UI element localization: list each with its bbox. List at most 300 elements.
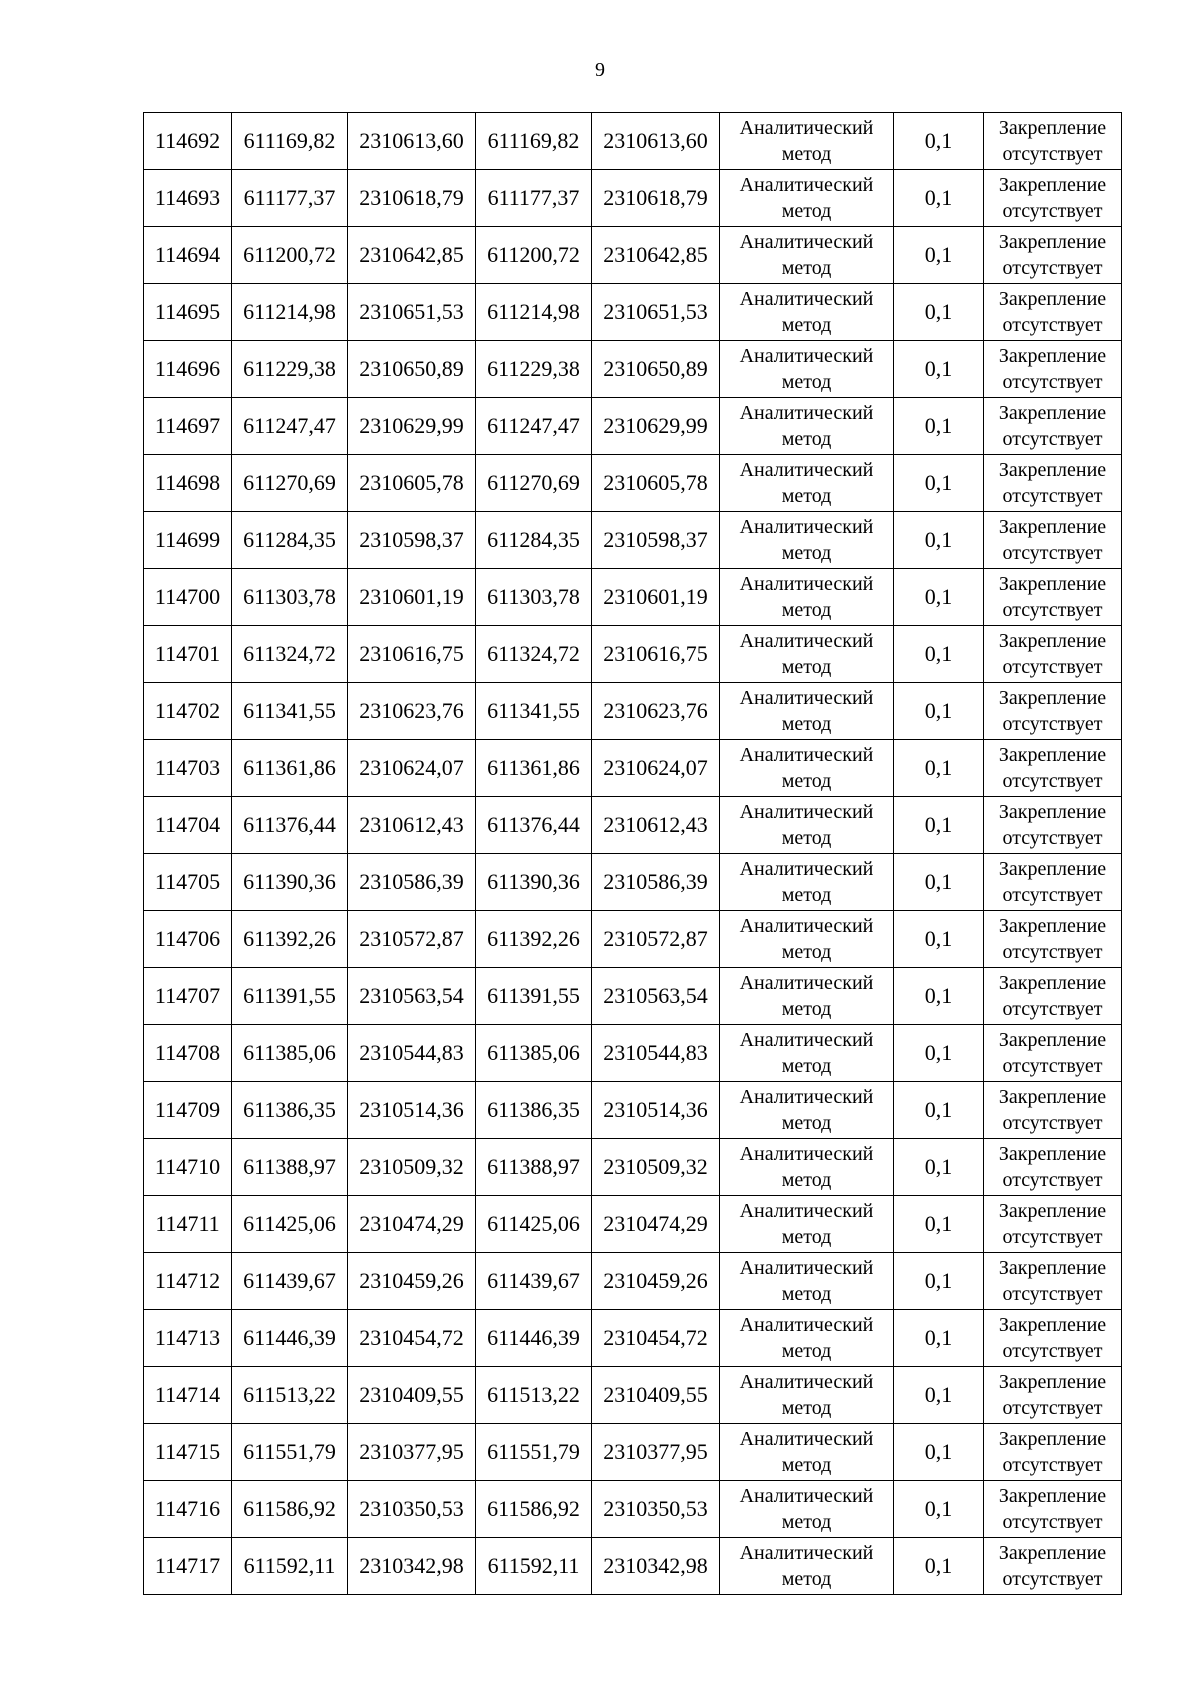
table-row [144, 1424, 1122, 1481]
x-coordinate-cell: 611214,98 [232, 284, 348, 341]
fixing-text: отсутствует [1002, 314, 1103, 336]
fixing-cell [984, 911, 1122, 968]
fixing-text: Закрепление [998, 1086, 1107, 1108]
y-coordinate-cell: 2310650,89 [592, 341, 720, 398]
method-cell [720, 1538, 894, 1595]
y-coordinate-cell: 2310454,72 [348, 1310, 476, 1367]
fixing-text: отсутствует [1002, 1169, 1103, 1191]
method-text: Аналитический [739, 459, 874, 481]
y-coordinate-cell: 2310509,32 [348, 1139, 476, 1196]
x-coordinate-cell: 611551,79 [232, 1424, 348, 1481]
x-coordinate-cell: 611361,86 [232, 740, 348, 797]
accuracy-cell: 0,1 [894, 1025, 984, 1082]
fixing-cell [984, 1196, 1122, 1253]
accuracy-cell: 0,1 [894, 1082, 984, 1139]
fixing-cell [984, 113, 1122, 170]
fixing-text: Закрепление [998, 459, 1107, 481]
table-row [144, 170, 1122, 227]
method-cell [720, 1139, 894, 1196]
table-row [144, 569, 1122, 626]
table-row [144, 626, 1122, 683]
fixing-text: Закрепление [998, 801, 1107, 823]
table-row [144, 1139, 1122, 1196]
accuracy-cell: 0,1 [894, 1253, 984, 1310]
table-row [144, 1082, 1122, 1139]
fixing-cell [984, 227, 1122, 284]
method-cell [720, 1481, 894, 1538]
method-text: метод [781, 1397, 832, 1419]
table-body [144, 113, 1122, 1595]
fixing-cell [984, 398, 1122, 455]
fixing-text: Закрепление [998, 345, 1107, 367]
fixing-text: Закрепление [998, 972, 1107, 994]
method-text: Аналитический [739, 1542, 874, 1564]
y-coordinate-cell: 2310474,29 [348, 1196, 476, 1253]
x-coordinate-cell: 611376,44 [232, 797, 348, 854]
method-cell [720, 1367, 894, 1424]
table-row [144, 1025, 1122, 1082]
method-text: Аналитический [739, 1314, 874, 1336]
method-cell [720, 341, 894, 398]
x-coordinate-cell: 611270,69 [232, 455, 348, 512]
x-coordinate-cell: 611169,82 [232, 113, 348, 170]
fixing-text: Закрепление [998, 1200, 1107, 1222]
fixing-text: Закрепление [998, 231, 1107, 253]
x-coordinate-cell: 611391,55 [476, 968, 592, 1025]
x-coordinate-cell: 611592,11 [232, 1538, 348, 1595]
y-coordinate-cell: 2310454,72 [592, 1310, 720, 1367]
method-text: Аналитический [739, 573, 874, 595]
y-coordinate-cell: 2310409,55 [592, 1367, 720, 1424]
y-coordinate-cell: 2310601,19 [348, 569, 476, 626]
x-coordinate-cell: 611341,55 [476, 683, 592, 740]
x-coordinate-cell: 611376,44 [476, 797, 592, 854]
fixing-cell [984, 854, 1122, 911]
y-coordinate-cell: 2310459,26 [592, 1253, 720, 1310]
method-text: Аналитический [739, 1200, 874, 1222]
fixing-text: Закрепление [998, 1257, 1107, 1279]
y-coordinate-cell: 2310616,75 [348, 626, 476, 683]
fixing-text: отсутствует [1002, 542, 1103, 564]
point-number-cell: 114704 [144, 797, 232, 854]
x-coordinate-cell: 611392,26 [476, 911, 592, 968]
method-cell [720, 1424, 894, 1481]
y-coordinate-cell: 2310350,53 [348, 1481, 476, 1538]
fixing-cell [984, 1538, 1122, 1595]
x-coordinate-cell: 611392,26 [232, 911, 348, 968]
x-coordinate-cell: 611177,37 [476, 170, 592, 227]
accuracy-cell: 0,1 [894, 569, 984, 626]
fixing-text: отсутствует [1002, 485, 1103, 507]
accuracy-cell: 0,1 [894, 512, 984, 569]
fixing-text: Закрепление [998, 1029, 1107, 1051]
method-text: метод [781, 257, 832, 279]
fixing-text: Закрепление [998, 1428, 1107, 1450]
table-row [144, 1367, 1122, 1424]
method-text: метод [781, 542, 832, 564]
accuracy-cell: 0,1 [894, 968, 984, 1025]
method-text: Аналитический [739, 1257, 874, 1279]
method-text: метод [781, 656, 832, 678]
point-number-cell: 114701 [144, 626, 232, 683]
method-cell [720, 1025, 894, 1082]
point-number-cell: 114715 [144, 1424, 232, 1481]
method-cell [720, 797, 894, 854]
point-number-cell: 114705 [144, 854, 232, 911]
x-coordinate-cell: 611229,38 [232, 341, 348, 398]
accuracy-cell: 0,1 [894, 113, 984, 170]
accuracy-cell: 0,1 [894, 1481, 984, 1538]
method-text: Аналитический [739, 231, 874, 253]
fixing-cell [984, 683, 1122, 740]
accuracy-cell: 0,1 [894, 797, 984, 854]
fixing-text: отсутствует [1002, 770, 1103, 792]
point-number-cell: 114706 [144, 911, 232, 968]
method-cell [720, 911, 894, 968]
y-coordinate-cell: 2310605,78 [348, 455, 476, 512]
y-coordinate-cell: 2310629,99 [348, 398, 476, 455]
method-cell [720, 1196, 894, 1253]
accuracy-cell: 0,1 [894, 740, 984, 797]
fixing-text: Закрепление [998, 573, 1107, 595]
method-text: метод [781, 1055, 832, 1077]
method-text: метод [781, 1283, 832, 1305]
y-coordinate-cell: 2310629,99 [592, 398, 720, 455]
y-coordinate-cell: 2310613,60 [348, 113, 476, 170]
method-cell [720, 455, 894, 512]
y-coordinate-cell: 2310598,37 [348, 512, 476, 569]
method-cell [720, 113, 894, 170]
accuracy-cell: 0,1 [894, 911, 984, 968]
method-text: Аналитический [739, 1029, 874, 1051]
accuracy-cell: 0,1 [894, 455, 984, 512]
accuracy-cell: 0,1 [894, 1424, 984, 1481]
method-text: метод [781, 770, 832, 792]
x-coordinate-cell: 611361,86 [476, 740, 592, 797]
method-cell [720, 740, 894, 797]
method-cell [720, 683, 894, 740]
point-number-cell: 114699 [144, 512, 232, 569]
x-coordinate-cell: 611439,67 [476, 1253, 592, 1310]
fixing-text: отсутствует [1002, 257, 1103, 279]
method-text: метод [781, 1568, 832, 1590]
fixing-cell [984, 170, 1122, 227]
x-coordinate-cell: 611388,97 [232, 1139, 348, 1196]
method-text: метод [781, 941, 832, 963]
method-cell [720, 854, 894, 911]
method-text: Аналитический [739, 288, 874, 310]
table-row [144, 968, 1122, 1025]
fixing-cell [984, 1253, 1122, 1310]
fixing-cell [984, 284, 1122, 341]
method-text: метод [781, 314, 832, 336]
table-row [144, 740, 1122, 797]
table-row [144, 911, 1122, 968]
fixing-text: Закрепление [998, 630, 1107, 652]
y-coordinate-cell: 2310544,83 [348, 1025, 476, 1082]
method-text: Аналитический [739, 1143, 874, 1165]
y-coordinate-cell: 2310650,89 [348, 341, 476, 398]
fixing-text: Закрепление [998, 288, 1107, 310]
table-row [144, 683, 1122, 740]
x-coordinate-cell: 611592,11 [476, 1538, 592, 1595]
y-coordinate-cell: 2310618,79 [592, 170, 720, 227]
point-number-cell: 114717 [144, 1538, 232, 1595]
y-coordinate-cell: 2310563,54 [592, 968, 720, 1025]
accuracy-cell: 0,1 [894, 170, 984, 227]
x-coordinate-cell: 611169,82 [476, 113, 592, 170]
method-text: метод [781, 143, 832, 165]
x-coordinate-cell: 611303,78 [476, 569, 592, 626]
point-number-cell: 114696 [144, 341, 232, 398]
y-coordinate-cell: 2310605,78 [592, 455, 720, 512]
x-coordinate-cell: 611439,67 [232, 1253, 348, 1310]
fixing-text: отсутствует [1002, 143, 1103, 165]
y-coordinate-cell: 2310586,39 [348, 854, 476, 911]
fixing-text: Закрепление [998, 1371, 1107, 1393]
y-coordinate-cell: 2310651,53 [348, 284, 476, 341]
method-text: Аналитический [739, 858, 874, 880]
method-text: метод [781, 200, 832, 222]
x-coordinate-cell: 611385,06 [476, 1025, 592, 1082]
accuracy-cell: 0,1 [894, 227, 984, 284]
method-text: метод [781, 1169, 832, 1191]
y-coordinate-cell: 2310572,87 [592, 911, 720, 968]
method-text: Аналитический [739, 687, 874, 709]
point-number-cell: 114698 [144, 455, 232, 512]
x-coordinate-cell: 611391,55 [232, 968, 348, 1025]
table-row [144, 1310, 1122, 1367]
y-coordinate-cell: 2310342,98 [592, 1538, 720, 1595]
table-row [144, 113, 1122, 170]
method-text: метод [781, 371, 832, 393]
fixing-text: отсутствует [1002, 200, 1103, 222]
y-coordinate-cell: 2310624,07 [348, 740, 476, 797]
fixing-cell [984, 797, 1122, 854]
method-text: Аналитический [739, 915, 874, 937]
x-coordinate-cell: 611386,35 [476, 1082, 592, 1139]
method-cell [720, 1082, 894, 1139]
y-coordinate-cell: 2310563,54 [348, 968, 476, 1025]
y-coordinate-cell: 2310651,53 [592, 284, 720, 341]
accuracy-cell: 0,1 [894, 854, 984, 911]
y-coordinate-cell: 2310586,39 [592, 854, 720, 911]
table-row [144, 284, 1122, 341]
method-cell [720, 284, 894, 341]
point-number-cell: 114709 [144, 1082, 232, 1139]
fixing-text: отсутствует [1002, 1112, 1103, 1134]
point-number-cell: 114707 [144, 968, 232, 1025]
table-row [144, 1253, 1122, 1310]
method-text: Аналитический [739, 1086, 874, 1108]
method-cell [720, 1310, 894, 1367]
x-coordinate-cell: 611513,22 [232, 1367, 348, 1424]
method-cell [720, 968, 894, 1025]
table-row [144, 227, 1122, 284]
fixing-text: отсутствует [1002, 713, 1103, 735]
point-number-cell: 114693 [144, 170, 232, 227]
fixing-text: Закрепление [998, 516, 1107, 538]
fixing-cell [984, 1367, 1122, 1424]
method-text: Аналитический [739, 516, 874, 538]
table-row [144, 341, 1122, 398]
table-row [144, 455, 1122, 512]
accuracy-cell: 0,1 [894, 1310, 984, 1367]
table-row [144, 854, 1122, 911]
fixing-text: Закрепление [998, 174, 1107, 196]
method-cell [720, 1253, 894, 1310]
x-coordinate-cell: 611385,06 [232, 1025, 348, 1082]
fixing-cell [984, 1025, 1122, 1082]
point-number-cell: 114710 [144, 1139, 232, 1196]
y-coordinate-cell: 2310624,07 [592, 740, 720, 797]
x-coordinate-cell: 611214,98 [476, 284, 592, 341]
y-coordinate-cell: 2310618,79 [348, 170, 476, 227]
y-coordinate-cell: 2310616,75 [592, 626, 720, 683]
method-text: метод [781, 1511, 832, 1533]
y-coordinate-cell: 2310612,43 [592, 797, 720, 854]
fixing-text: отсутствует [1002, 1340, 1103, 1362]
method-text: Аналитический [739, 117, 874, 139]
method-text: метод [781, 599, 832, 621]
y-coordinate-cell: 2310544,83 [592, 1025, 720, 1082]
y-coordinate-cell: 2310598,37 [592, 512, 720, 569]
table-row [144, 398, 1122, 455]
x-coordinate-cell: 611446,39 [476, 1310, 592, 1367]
x-coordinate-cell: 611324,72 [476, 626, 592, 683]
fixing-cell [984, 341, 1122, 398]
method-text: Аналитический [739, 174, 874, 196]
accuracy-cell: 0,1 [894, 1196, 984, 1253]
fixing-text: отсутствует [1002, 827, 1103, 849]
fixing-text: отсутствует [1002, 1454, 1103, 1476]
x-coordinate-cell: 611303,78 [232, 569, 348, 626]
x-coordinate-cell: 611390,36 [476, 854, 592, 911]
x-coordinate-cell: 611284,35 [232, 512, 348, 569]
method-text: Аналитический [739, 744, 874, 766]
accuracy-cell: 0,1 [894, 398, 984, 455]
table-row [144, 1196, 1122, 1253]
method-text: Аналитический [739, 1485, 874, 1507]
y-coordinate-cell: 2310509,32 [592, 1139, 720, 1196]
accuracy-cell: 0,1 [894, 683, 984, 740]
method-text: метод [781, 1226, 832, 1248]
y-coordinate-cell: 2310642,85 [592, 227, 720, 284]
accuracy-cell: 0,1 [894, 626, 984, 683]
y-coordinate-cell: 2310474,29 [592, 1196, 720, 1253]
page-number: 9 [595, 59, 605, 81]
y-coordinate-cell: 2310377,95 [592, 1424, 720, 1481]
y-coordinate-cell: 2310342,98 [348, 1538, 476, 1595]
accuracy-cell: 0,1 [894, 1367, 984, 1424]
fixing-text: Закрепление [998, 1542, 1107, 1564]
x-coordinate-cell: 611446,39 [232, 1310, 348, 1367]
fixing-text: Закрепление [998, 402, 1107, 424]
point-number-cell: 114700 [144, 569, 232, 626]
fixing-text: отсутствует [1002, 1055, 1103, 1077]
fixing-text: отсутствует [1002, 1568, 1103, 1590]
y-coordinate-cell: 2310612,43 [348, 797, 476, 854]
method-text: Аналитический [739, 402, 874, 424]
point-number-cell: 114697 [144, 398, 232, 455]
point-number-cell: 114716 [144, 1481, 232, 1538]
x-coordinate-cell: 611513,22 [476, 1367, 592, 1424]
method-text: Аналитический [739, 630, 874, 652]
x-coordinate-cell: 611341,55 [232, 683, 348, 740]
fixing-cell [984, 968, 1122, 1025]
fixing-cell [984, 1310, 1122, 1367]
x-coordinate-cell: 611229,38 [476, 341, 592, 398]
fixing-text: Закрепление [998, 117, 1107, 139]
x-coordinate-cell: 611425,06 [232, 1196, 348, 1253]
x-coordinate-cell: 611247,47 [232, 398, 348, 455]
point-number-cell: 114695 [144, 284, 232, 341]
x-coordinate-cell: 611386,35 [232, 1082, 348, 1139]
method-text: метод [781, 1454, 832, 1476]
point-number-cell: 114711 [144, 1196, 232, 1253]
fixing-text: Закрепление [998, 1143, 1107, 1165]
method-text: Аналитический [739, 1428, 874, 1450]
method-cell [720, 227, 894, 284]
method-text: метод [781, 827, 832, 849]
x-coordinate-cell: 611586,92 [476, 1481, 592, 1538]
fixing-text: отсутствует [1002, 941, 1103, 963]
table-row [144, 797, 1122, 854]
fixing-cell [984, 740, 1122, 797]
method-text: метод [781, 1340, 832, 1362]
fixing-cell [984, 455, 1122, 512]
y-coordinate-cell: 2310623,76 [592, 683, 720, 740]
y-coordinate-cell: 2310409,55 [348, 1367, 476, 1424]
fixing-text: Закрепление [998, 858, 1107, 880]
table-row [144, 1538, 1122, 1595]
fixing-text: отсутствует [1002, 599, 1103, 621]
fixing-cell [984, 1481, 1122, 1538]
y-coordinate-cell: 2310459,26 [348, 1253, 476, 1310]
fixing-text: Закрепление [998, 744, 1107, 766]
x-coordinate-cell: 611586,92 [232, 1481, 348, 1538]
y-coordinate-cell: 2310623,76 [348, 683, 476, 740]
point-number-cell: 114712 [144, 1253, 232, 1310]
x-coordinate-cell: 611425,06 [476, 1196, 592, 1253]
x-coordinate-cell: 611177,37 [232, 170, 348, 227]
fixing-text: отсутствует [1002, 1511, 1103, 1533]
method-text: метод [781, 713, 832, 735]
x-coordinate-cell: 611284,35 [476, 512, 592, 569]
method-cell [720, 170, 894, 227]
point-number-cell: 114702 [144, 683, 232, 740]
fixing-text: отсутствует [1002, 1397, 1103, 1419]
fixing-cell [984, 626, 1122, 683]
fixing-cell [984, 1424, 1122, 1481]
table-row [144, 1481, 1122, 1538]
accuracy-cell: 0,1 [894, 284, 984, 341]
method-text: метод [781, 884, 832, 906]
point-number-cell: 114692 [144, 113, 232, 170]
accuracy-cell: 0,1 [894, 341, 984, 398]
fixing-text: отсутствует [1002, 884, 1103, 906]
fixing-text: Закрепление [998, 687, 1107, 709]
y-coordinate-cell: 2310642,85 [348, 227, 476, 284]
fixing-text: Закрепление [998, 915, 1107, 937]
y-coordinate-cell: 2310514,36 [348, 1082, 476, 1139]
method-cell [720, 626, 894, 683]
y-coordinate-cell: 2310601,19 [592, 569, 720, 626]
method-text: метод [781, 1112, 832, 1134]
fixing-text: отсутствует [1002, 1283, 1103, 1305]
fixing-text: отсутствует [1002, 371, 1103, 393]
method-text: Аналитический [739, 972, 874, 994]
